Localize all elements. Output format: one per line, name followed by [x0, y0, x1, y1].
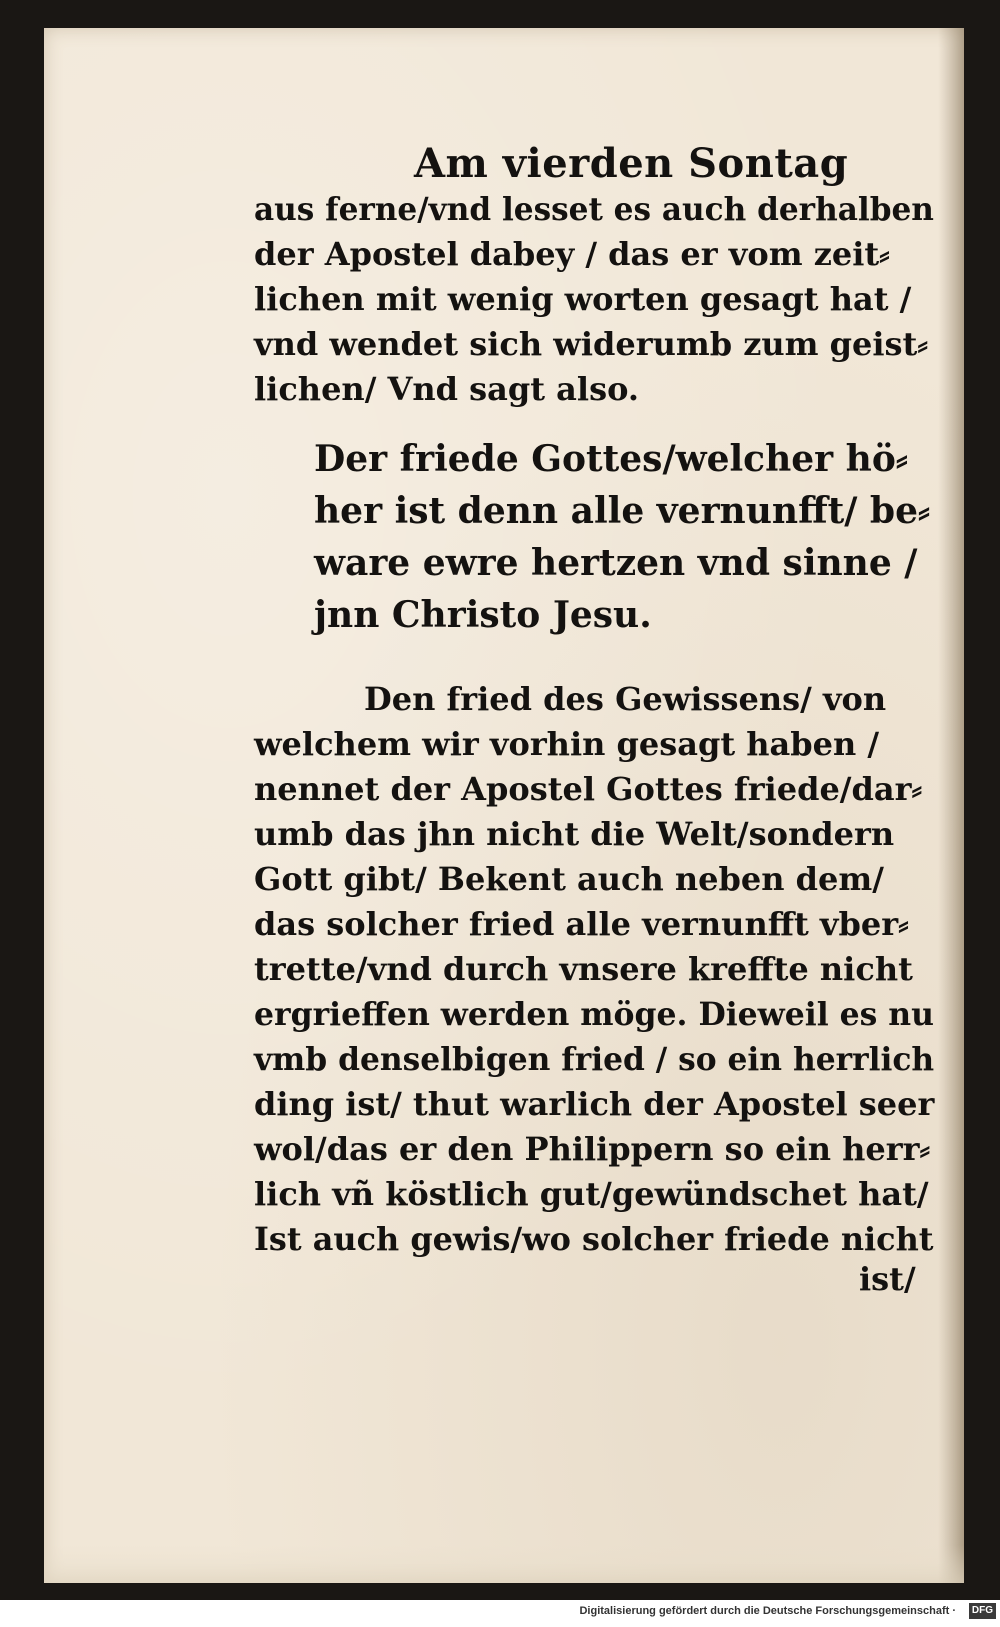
- text-line: welchem wir vorhin gesagt haben /: [254, 725, 880, 763]
- text-line: lichen mit wenig worten gesagt hat /: [254, 280, 912, 318]
- text-line: Den fried des Gewissens/ von: [364, 680, 887, 718]
- text-line: das solcher fried alle vernunfft vber⸗: [254, 905, 909, 943]
- funding-credit: Digitalisierung gefördert durch die Deutsche Forschungsgemeinschaft ·: [579, 1605, 956, 1617]
- footer-bar: [0, 1600, 1000, 1627]
- text-line: nennet der Apostel Gottes friede/dar⸗: [254, 770, 923, 808]
- quote-line: ware ewre hertzen vnd sinne /: [314, 542, 918, 584]
- text-line: vmb denselbigen fried / so ein herrlich: [254, 1040, 935, 1078]
- text-line: lich vñ köstlich gut/gewündschet hat/: [254, 1175, 929, 1213]
- text-line: vnd wendet sich widerumb zum geist⸗: [254, 325, 928, 363]
- quote-line: Der friede Gottes/welcher hö⸗: [314, 438, 908, 480]
- page-bottom-edge: [44, 1545, 964, 1583]
- text-line: der Apostel dabey / das er vom zeit⸗: [254, 235, 890, 273]
- text-line: wol/das er den Philippern so ein herr⸗: [254, 1130, 931, 1168]
- catchword: ist/: [859, 1260, 916, 1298]
- text-line: Ist auch gewis/wo solcher friede nicht: [254, 1220, 934, 1258]
- text-line: ergrieffen werden möge. Dieweil es nu: [254, 995, 935, 1033]
- dfg-logo: DFG: [969, 1603, 996, 1619]
- quote-line: jnn Christo Jesu.: [314, 594, 652, 636]
- text-line: lichen/ Vnd sagt also.: [254, 370, 639, 408]
- text-line: trette/vnd durch vnsere kreffte nicht: [254, 950, 913, 988]
- book-page: [44, 28, 964, 1583]
- text-line: umb das jhn nicht die Welt/sondern: [254, 815, 895, 853]
- text-line: Gott gibt/ Bekent auch neben dem/: [254, 860, 884, 898]
- running-head: Am vierden Sontag: [414, 140, 849, 187]
- text-line: ding ist/ thut warlich der Apostel seer: [254, 1085, 935, 1123]
- quote-line: her ist denn alle vernunfft/ be⸗: [314, 490, 930, 532]
- page-gutter-shadow: [938, 28, 964, 1583]
- text-line: aus ferne/vnd lesset es auch derhalben: [254, 190, 934, 228]
